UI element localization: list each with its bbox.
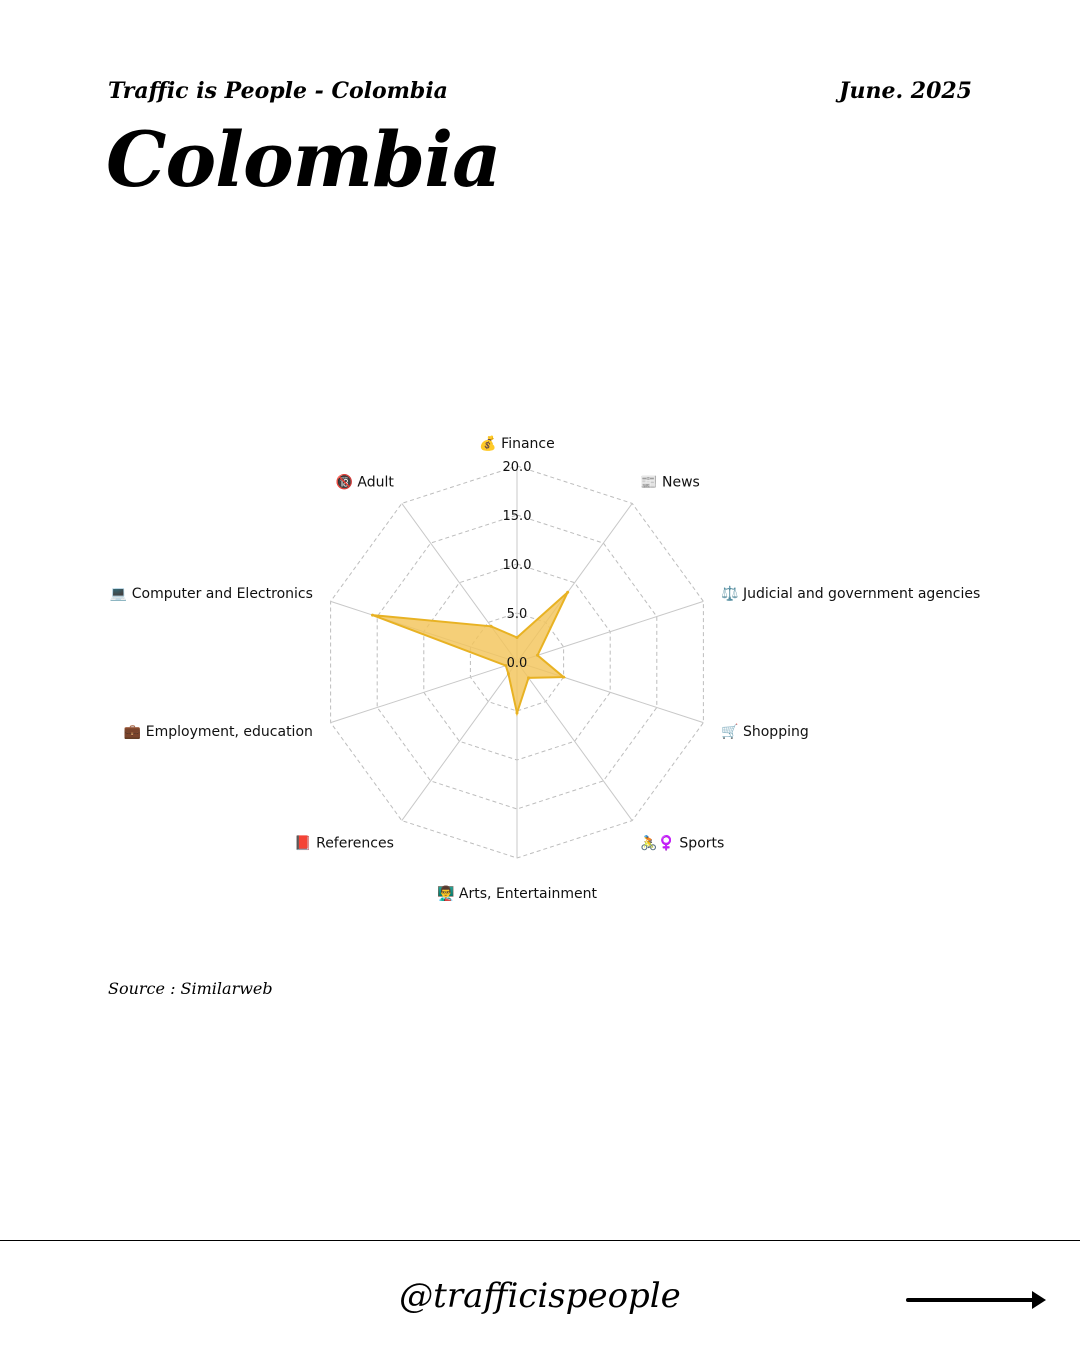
radar-spoke bbox=[331, 662, 517, 723]
radar-axis-label bbox=[336, 474, 395, 491]
page-title: Colombia bbox=[106, 115, 501, 204]
radar-tick-label: 0.0 bbox=[506, 656, 528, 671]
radar-data-point bbox=[490, 625, 493, 628]
radar-tick-label: 10.0 bbox=[502, 558, 532, 573]
radar-series bbox=[371, 591, 569, 715]
radar-data-point bbox=[516, 712, 519, 715]
radar-data-point bbox=[527, 676, 530, 679]
category-icon: 📕 bbox=[294, 835, 317, 852]
radar-data-point bbox=[507, 672, 510, 675]
radar-axis-label bbox=[294, 834, 394, 851]
radar-axis-label bbox=[640, 475, 700, 491]
radar-data-point bbox=[516, 636, 519, 639]
category-label: Employment, education bbox=[145, 723, 313, 740]
radar-axis-label bbox=[479, 435, 554, 452]
category-label: News bbox=[661, 474, 700, 491]
radar-axis-label bbox=[124, 724, 313, 740]
footer-divider bbox=[0, 1240, 1080, 1241]
category-label: Judicial and government agencies bbox=[742, 586, 981, 603]
radar-tick-label: 20.0 bbox=[502, 460, 532, 475]
brand-name: Traffic is People - Colombia bbox=[108, 78, 448, 104]
source-note: Source : Similarweb bbox=[108, 979, 273, 998]
radar-spoke bbox=[517, 662, 632, 821]
category-icon: 🛒 bbox=[721, 723, 743, 740]
category-label: Finance bbox=[501, 436, 555, 452]
category-icon: 🚴♀️ bbox=[640, 835, 680, 852]
radar-axis-label bbox=[437, 885, 597, 902]
radar-tick-label: 15.0 bbox=[502, 509, 532, 524]
radar-axis-label bbox=[640, 834, 724, 851]
category-icon: 💼 bbox=[123, 723, 146, 740]
social-handle: @trafficispeople bbox=[399, 1276, 681, 1316]
report-date: June. 2025 bbox=[839, 78, 972, 104]
radar-tick-label: 5.0 bbox=[506, 607, 528, 622]
category-label: References bbox=[316, 835, 394, 852]
radar-data-point bbox=[566, 591, 569, 594]
category-icon: 💰 bbox=[479, 436, 502, 452]
radar-data-point bbox=[536, 654, 539, 657]
category-label: Shopping bbox=[742, 723, 809, 740]
category-icon: 👨‍🏫 bbox=[437, 886, 459, 902]
category-icon: ⚖️ bbox=[721, 586, 743, 603]
radar-spoke bbox=[402, 662, 517, 821]
radar-axis-label bbox=[721, 585, 980, 602]
category-icon: 💻 bbox=[109, 586, 132, 603]
radar-series-area bbox=[373, 592, 568, 713]
category-icon: 🔞 bbox=[335, 474, 358, 491]
category-label: Computer and Electronics bbox=[131, 586, 313, 603]
radar-axis-label bbox=[110, 586, 313, 602]
radar-data-point bbox=[562, 676, 565, 679]
category-label: Arts, Entertainment bbox=[458, 886, 597, 902]
category-icon: 📰 bbox=[640, 474, 662, 491]
radar-data-point bbox=[371, 614, 374, 617]
next-arrow-icon[interactable] bbox=[906, 1286, 1048, 1314]
category-label: Sports bbox=[679, 835, 725, 852]
radar-axis-label bbox=[721, 723, 809, 740]
category-label: Adult bbox=[357, 474, 394, 491]
